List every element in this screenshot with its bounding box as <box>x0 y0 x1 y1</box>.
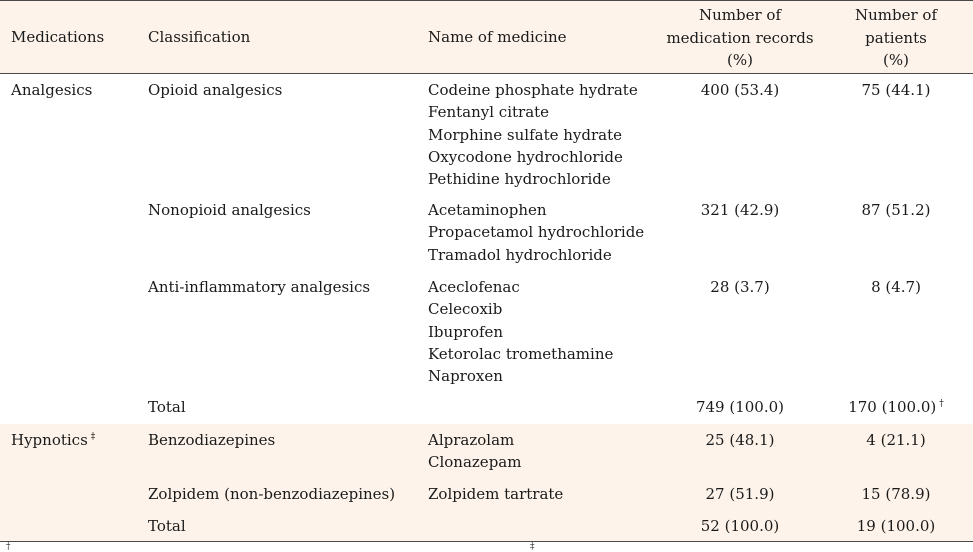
header-name-of-medicine: Name of medicine <box>428 28 567 46</box>
records-benzodiazepines: 25 (48.1) <box>705 431 775 449</box>
hypnotics-total-records: 52 (100.0) <box>700 517 780 535</box>
medicine-name: Tramadol hydrochloride <box>428 245 612 264</box>
top-rule <box>0 0 973 1</box>
patients-zolpidem: 15 (78.9) <box>861 485 931 503</box>
medicine-name: Ketorolac tromethamine <box>428 344 614 363</box>
header-patients-line: Number of <box>854 6 937 24</box>
patients-nonopioid: 87 (51.2) <box>861 201 931 219</box>
bottom-rule <box>0 541 973 542</box>
medicine-name: Codeine phosphate hydrate <box>428 81 638 99</box>
analgesics-total-patients: 170 (100.0) <box>848 398 937 416</box>
medication-analgesics: Analgesics <box>11 81 93 99</box>
medicine-name: Fentanyl citrate <box>428 103 550 122</box>
records-nonopioid: 321 (42.9) <box>700 201 780 219</box>
patients-benzodiazepines: 4 (21.1) <box>866 431 926 449</box>
medicine-name: Aceclofenac <box>428 278 520 296</box>
patients-anti-inflammatory: 8 (4.7) <box>871 278 921 296</box>
medicine-name: Oxycodone hydrochloride <box>428 147 623 166</box>
dagger-footnote-mark: † <box>939 399 944 409</box>
records-anti-inflammatory: 28 (3.7) <box>710 278 770 296</box>
medicine-name: Zolpidem tartrate <box>428 485 564 503</box>
header-medications: Medications <box>11 28 105 46</box>
medicine-list-benzodiazepines <box>428 429 521 474</box>
medicine-name: Pethidine hydrochloride <box>428 170 611 189</box>
classification-opioid: Opioid analgesics <box>148 81 283 99</box>
medicine-name: Alprazolam <box>428 431 515 449</box>
footnote-mark: † <box>6 542 11 552</box>
medicine-list-zolpidem <box>428 483 563 505</box>
hypnotics-total-label: Total <box>148 517 186 535</box>
medicine-list-opioid <box>428 79 638 190</box>
medicine-name: Clonazepam <box>428 453 522 472</box>
double-dagger-footnote-mark: ‡ <box>90 432 96 442</box>
analgesics-total-patients-cell <box>819 396 973 418</box>
medicine-name: Ibuprofen <box>428 322 504 341</box>
header-patients-line: patients <box>865 28 927 47</box>
classification-benzodiazepines: Benzodiazepines <box>148 431 276 449</box>
records-zolpidem: 27 (51.9) <box>705 485 775 503</box>
classification-zolpidem: Zolpidem (non-benzodiazepines) <box>148 485 396 503</box>
header-records-line: Number of <box>698 6 781 24</box>
classification-nonopioid: Nonopioid analgesics <box>148 201 311 219</box>
medicine-list-nonopioid <box>428 199 644 266</box>
medicine-name: Celecoxib <box>428 300 503 319</box>
medicine-name: Propacetamol hydrochloride <box>428 223 645 242</box>
records-opioid: 400 (53.4) <box>700 81 780 99</box>
header-patients <box>819 4 973 72</box>
patients-opioid: 75 (44.1) <box>861 81 931 99</box>
medicine-name: Morphine sulfate hydrate <box>428 125 623 144</box>
medication-hypnotics: Hypnotics <box>11 431 88 449</box>
medicine-name: Acetaminophen <box>428 201 547 219</box>
header-patients-line: (%) <box>883 51 909 69</box>
hypnotics-total-patients: 19 (100.0) <box>856 517 936 535</box>
medicine-list-anti-inflammatory <box>428 276 613 387</box>
header-rule <box>0 73 973 74</box>
header-classification: Classification <box>148 28 251 46</box>
analgesics-total-records: 749 (100.0) <box>695 398 785 416</box>
classification-anti-inflammatory: Anti-inflammatory analgesics <box>148 278 371 296</box>
header-records-line: (%) <box>727 51 753 69</box>
header-records <box>661 4 819 72</box>
footnote-mark: ‡ <box>530 542 535 552</box>
header-records-line: medication records <box>666 28 814 47</box>
analgesics-total-label: Total <box>148 398 186 416</box>
medication-hypnotics-cell <box>11 429 95 451</box>
medicine-name: Naproxen <box>428 367 503 386</box>
